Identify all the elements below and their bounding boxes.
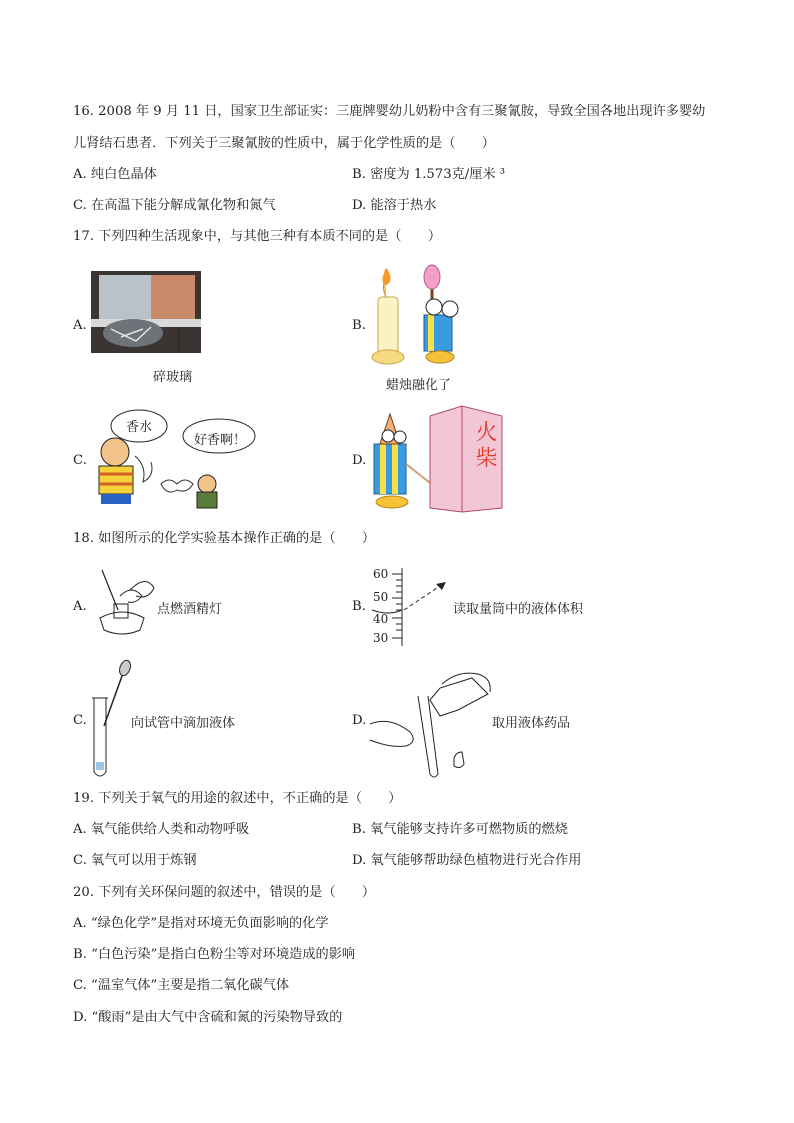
q17-match-box-label: 火柴 [472,420,497,472]
q16-option-c: C. 在高温下能分解成氰化物和氮气 [73,198,276,213]
q18-label-b: B. [352,599,366,614]
q16-option-d: D. 能溶于热水 [352,198,437,213]
q20-option-b: B. “白色污染”是指白色粉尘等对环境造成的影响 [73,947,356,962]
q18-tick-50: 50 [373,590,389,604]
melting-candle-cartoon [370,263,470,367]
q18-caption-c: 向试管中滴加液体 [131,716,236,731]
q20-option-d: D. “酸雨”是由大气中含硫和氮的污染物导致的 [73,1010,343,1025]
q17-caption-a: 碎玻璃 [153,370,193,385]
q19-option-d: D. 氧气能够帮助绿色植物进行光合作用 [352,853,582,868]
q18-tick-60: 60 [373,567,389,581]
q17-caption-c-bubble1: 香水 [126,420,153,435]
q18-tick-30: 30 [373,631,389,645]
perfume-cartoon [91,404,251,512]
q20-stem: 20. 下列有关环保问题的叙述中，错误的是（ ） [73,885,376,900]
q18-stem: 18. 如图所示的化学实验基本操作正确的是（ ） [73,531,376,546]
q20-option-a: A. “绿色化学”是指对环境无负面影响的化学 [73,916,329,931]
q18-label-d: D. [352,713,367,728]
q17-label-a: A. [73,318,87,333]
q19-option-c: C. 氧气可以用于炼钢 [73,853,197,868]
q19-option-b: B. 氧气能够支持许多可燃物质的燃烧 [352,822,568,837]
q17-stem: 17. 下列四种生活现象中，与其他三种有本质不同的是（ ） [73,229,442,244]
alcohol-lamp-drawing [92,566,158,642]
q17-label-c: C. [73,453,87,468]
q18-label-c: C. [73,713,87,728]
q17-label-d: D. [352,453,367,468]
q17-caption-b: 蜡烛融化了 [386,378,452,393]
q20-option-c: C. “温室气体”主要是指二氧化碳气体 [73,978,290,993]
q18-caption-d: 取用液体药品 [492,716,571,731]
q18-tick-40: 40 [373,612,389,626]
q16-option-a: A. 纯白色晶体 [73,167,157,182]
broken-glass-photo [91,271,201,353]
q16-stem-line2: 儿肾结石患者．下列关于三聚氰胺的性质中，属于化学性质的是（ ） [73,136,495,151]
q19-option-a: A. 氧气能供给人类和动物呼吸 [73,822,250,837]
q19-stem: 19. 下列关于氧气的用途的叙述中，不正确的是（ ） [73,791,402,806]
q18-label-a: A. [73,599,87,614]
pour-liquid-drawing [370,666,494,784]
q18-caption-b: 读取量筒中的液体体积 [453,602,584,617]
q16-stem-line1: 16. 2008 年 9 月 11 日，国家卫生部证实：三鹿牌婴幼儿奶粉中含有三聚氰胺，导致全国各地出现许多婴幼 [73,104,706,119]
q18-caption-a: 点燃酒精灯 [157,602,223,617]
q17-label-b: B. [352,318,366,333]
dropper-test-tube-drawing [88,658,132,782]
q16-option-b: B. 密度为 1.573克/厘米 ³ [352,167,506,182]
q17-caption-c-bubble2: 好香啊！ [194,433,247,448]
